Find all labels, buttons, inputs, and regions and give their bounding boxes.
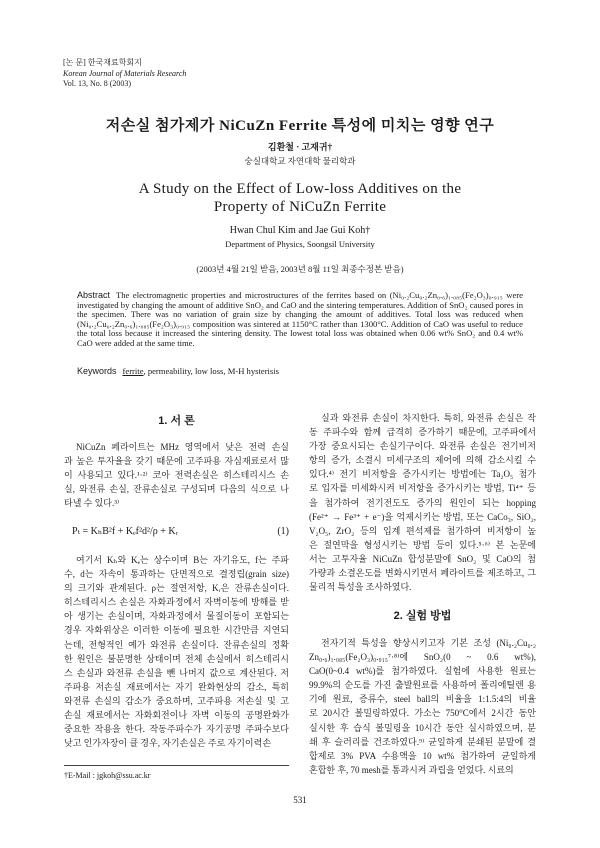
english-title-line-1: A Study on the Effect of Low-loss Additives on the <box>138 181 462 197</box>
english-authors: Hwan Chul Kim and Jae Gui Koh† <box>229 225 371 236</box>
text-line: 로 20시간 볼밀링하였다. 가소는 750°C에서 2시간 동안 <box>309 708 536 719</box>
text-line: 쇄 후 슬러리를 건조하였다.⁹⁾ 균일하게 분쇄된 분말에 결 <box>309 736 536 747</box>
keywords <box>77 366 279 376</box>
text-line: 동 주파수와 함께 급격히 증가하기 때문에, 고주파에서 <box>309 427 536 438</box>
received-dates: (2003년 4월 21일 받음, 2003년 8월 11일 최종수정본 받음) <box>196 264 404 274</box>
footnote-divider <box>64 765 289 766</box>
abstract <box>77 291 523 348</box>
methods-paragraph-1 <box>309 636 536 777</box>
keywords-rest: , permeability, low loss, M-H hysterisis <box>143 366 280 376</box>
footnote-email: †E-Mail : jgkoh@ssu.ac.kr <box>64 771 151 780</box>
text-line: 주파용 저손실 재료에서는 자기 완화현상의 감소, 특히 <box>64 681 289 692</box>
text-line: 는데, 전형적인 예가 와전류 손실이다. 잔류손실의 정확 <box>64 639 289 650</box>
text-line: 스 손실과 와전류 손실을 뺀 나머지 값으로 계산된다. 저 <box>64 667 289 678</box>
section-heading-methods: 2. 실험 방법 <box>393 610 452 622</box>
text-line: 이 사용되고 있다.¹·²⁾ 코아 전력손실은 히스테리시스 손 <box>64 470 289 481</box>
text-line: 항의 증가, 소결시 미세구조의 제어에 의해 감소시킬 수 <box>309 455 536 466</box>
section-heading-introduction: 1. 서 론 <box>158 415 195 427</box>
abstract-label: Abstract <box>77 290 111 300</box>
english-title-line-2: Property of NiCuZn Ferrite <box>213 199 387 215</box>
intro-paragraph-2 <box>64 553 289 750</box>
english-affiliation: Department of Physics, Soongsil University <box>225 239 375 249</box>
text-line: 여기서 Kₕ와 Kₑ는 상수이며 B는 자기유도, f는 주파 <box>76 555 289 565</box>
keyword-link-ferrite[interactable]: ferrite <box>122 366 144 376</box>
article-category: [논 문] 한국재료학회지 <box>63 58 142 67</box>
text-line: 손실 재료에서는 자화회전이나 자벽 이동의 공명완화가 <box>64 710 289 721</box>
text-line: 경우 자화위상은 이러한 이동에 필요한 시간만큼 지연되 <box>64 625 289 636</box>
text-line: 물리적 특성을 조사하였다. <box>309 582 412 593</box>
text-line: Zn₀.₆)₁.₀₈₅(Fe₂O₃)₀.₉₁₅⁷·⁸⁾에 SnO₂(0 ~ 0.6 wt%), <box>309 652 536 663</box>
text-line: (Fe²⁺ → Fe³⁺ + e⁻)을 억제시키는 방법, 또는 CaCo₃, SiO₂, <box>309 511 536 522</box>
text-line: 은 절연막을 형성시키는 방법 등이 있다.⁵·⁶⁾ 본 논문에 <box>309 539 536 550</box>
text-line: 의 크기와 관계된다. ρ는 절연저항, Kᵣ은 잔류손실이다. <box>64 583 289 594</box>
text-line: 을 첨가하여 전기전도도 증가의 원인이 되는 hopping <box>309 497 536 508</box>
equation-number: (1) <box>277 526 289 537</box>
intro-paragraph-3 <box>309 411 536 594</box>
text-line: 합제로 3% PVA 수용액을 10 wt% 첨가하여 균일하게 <box>309 750 536 761</box>
text-line: CaO(0~0.4 wt%)를 첨가하였다. 실험에 사용한 원료는 <box>309 666 536 677</box>
equation-1 <box>72 526 289 537</box>
text-line: 서는 고투자율 NiCuZn 합성분말에 SnO₂ 및 CaO의 첨 <box>309 553 536 564</box>
equation-text: Pₜ = KₕB²f + Kₑf²d²/ρ + Kᵣ <box>72 526 178 537</box>
text-line: 있다.⁴⁾ 전기 비저항을 증가시키는 방법에는 Ta₂O₅ 첨가 <box>309 469 536 480</box>
text-line: 기에 원료, 증류수, steel ball의 비율을 1:1.5:4의 비율 <box>309 694 536 705</box>
text-line: 99.9%의 순도를 가진 출발원료를 사용하여 폴리에틸렌 용 <box>309 680 536 691</box>
text-line: 과 높은 투자율을 갖기 때문에 고주파용 자심재료로서 많 <box>64 456 289 467</box>
intro-paragraph-1 <box>64 440 289 510</box>
text-line: 히스테리시스 손실은 자화과정에서 자벽이동에 방해를 받 <box>64 597 289 608</box>
text-line: 실, 와전류 손실, 잔류손실로 구성되며 다음의 식으로 나 <box>64 484 289 495</box>
korean-affiliation: 숭실대학교 자연대학 물리학과 <box>244 156 356 166</box>
text-line: 혼합한 후, 70 mesh를 통과시켜 과립을 얻었다. 시료의 <box>309 764 514 775</box>
korean-authors: 김환철 · 고재귀† <box>267 142 333 152</box>
text-line: V₂O₅, ZrO₂ 등의 입계 편석제를 첨가하여 비저항이 높 <box>309 525 536 536</box>
text-line: 가량과 소결온도를 변화시키면서 페라이트를 제조하고, 그 <box>309 568 536 579</box>
text-line: 실시한 후 습식 볼밀링을 10시간 동안 실시하였으며, 분 <box>309 722 536 733</box>
text-line: 수, d는 자속이 통과하는 단면적으로 결정립(grain size) <box>64 569 289 580</box>
text-line: 한 원인은 불분명한 상태이며 전체 손실에서 히스테리시 <box>64 653 289 664</box>
journal-header <box>63 58 186 90</box>
english-title <box>0 180 600 216</box>
text-line: 실과 와전류 손실이 차지한다. 특히, 와전류 손실은 작 <box>321 413 536 423</box>
keywords-label: Keywords <box>77 366 117 376</box>
page-number: 531 <box>293 795 307 805</box>
text-line: 아 생기는 손실이며, 자화과정에서 물질이동이 포함되는 <box>64 611 289 622</box>
text-line: NiCuZn 페라이트는 MHz 영역에서 낮은 전력 손실 <box>76 442 289 452</box>
journal-name: Korean Journal of Materials Research <box>63 68 187 78</box>
text-line: 타낼 수 있다.³⁾ <box>64 498 120 509</box>
text-line: 낮고 인가자장이 클 경우, 자기손실은 주로 자기이력손 <box>64 738 272 749</box>
text-line: 와전류 손실의 감소가 중요하며, 고주파용 저손실 및 고 <box>64 695 289 706</box>
journal-volume: Vol. 13, No. 8 (2003) <box>63 79 132 88</box>
abstract-text: The electromagnetic properties and microstructures of the ferrites based on (Ni₀.₂Cu₀.₂Zn₀.₆)₁.₀₈₅(Fe₂O₃)₀.₉₁₅ were investigated by changing the amount of additive SnO₂ and CaO and the sintering temperatures. Addition of SnO₂ caused pores in the specimen. There was no variation of grain size by changing the amount of additives. Total loss was reduced when (Ni₀.₂Cu₀.₂Zn₀.₆)₁.₀₈₅(Fe₂O₃)₀.₉₁₅ composition was sintered at 1150°C rather than 1300°C. Addition of CaO was useful to reduce the total loss because it increased the sintering density. The lowest total loss was obtained when 0.06 wt% SnO₂ and 0.4 wt% CaO were added at the same time. <box>77 290 523 348</box>
text-line: 가장 중요시되는 손실기구이다. 와전류 손실은 전기비저 <box>309 441 536 452</box>
text-line: 중요한 작용을 한다. 작동주파수가 자기공명 주파수보다 <box>64 724 289 735</box>
text-line: 로 입자를 미세화시켜 비저항을 증가시키는 방법, Ti⁴⁺ 등 <box>309 483 536 494</box>
korean-title: 저손실 첨가제가 NiCuZn Ferrite 특성에 미치는 영향 연구 <box>105 118 495 134</box>
text-line: 전자기적 특성을 향상시키고자 기본 조성 (Ni₀.₂Cu₀.₂ <box>321 638 536 648</box>
